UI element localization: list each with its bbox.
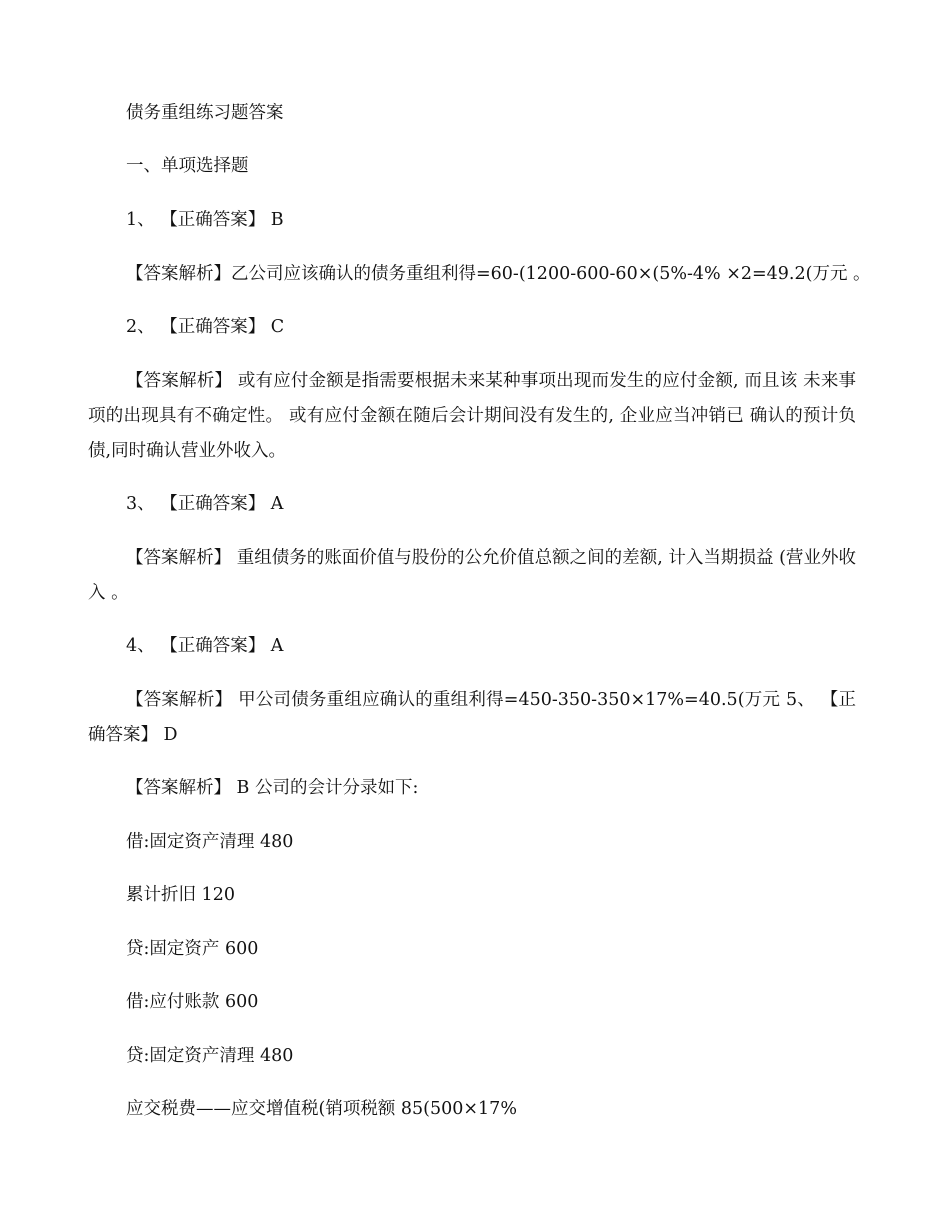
q4-answer: 4、 【正确答案】 A: [126, 636, 284, 656]
q5-explanation: 【答案解析】 B 公司的会计分录如下:: [126, 778, 419, 798]
q1-explanation: 【答案解析】乙公司应该确认的债务重组利得=60-(1200-600-60×(5%-4% ×2=49.2(万元 。: [126, 264, 871, 284]
section-heading: 一、单项选择题: [126, 156, 249, 176]
journal-entry: 应交税费——应交增值税(销项税额 85(500×17%: [126, 1099, 517, 1119]
q2-explanation: 【答案解析】 或有应付金额是指需要根据未来某种事项出现而发生的应付金额, 而且该 未来事项的出现具有不确定性。 或有应付金额在随后会计期间没有发生的, 企业应当冲销已 确认的预计负债,同时确认营业外收入。: [88, 371, 856, 461]
journal-entry: 贷:固定资产 600: [126, 939, 259, 959]
document-title: 债务重组练习题答案: [126, 103, 284, 123]
q3-explanation: 【答案解析】 重组债务的账面价值与股份的公允价值总额之间的差额, 计入当期损益 (营业外收入 。: [88, 548, 856, 603]
q2-answer: 2、 【正确答案】 C: [126, 317, 285, 337]
q3-answer: 3、 【正确答案】 A: [126, 494, 284, 514]
journal-entry: 贷:固定资产清理 480: [126, 1046, 294, 1066]
journal-entry: 累计折旧 120: [126, 885, 235, 905]
journal-entry: 借:固定资产清理 480: [126, 832, 294, 852]
journal-entry: 借:应付账款 600: [126, 992, 259, 1012]
q1-answer: 1、 【正确答案】 B: [126, 210, 284, 230]
q4-explanation: 【答案解析】 甲公司债务重组应确认的重组利得=450-350-350×17%=40.5(万元 5、 【正确答案】 D: [88, 690, 856, 745]
